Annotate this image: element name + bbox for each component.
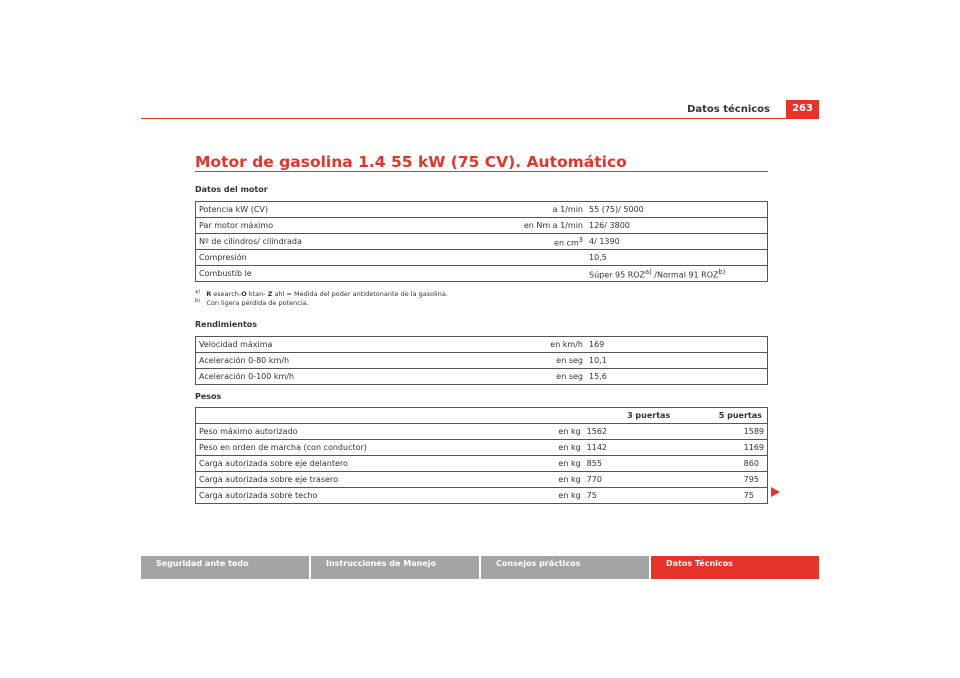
weights-table bbox=[195, 407, 768, 504]
unit-text: en cm bbox=[554, 238, 579, 248]
row-label: Peso máximo autorizado bbox=[196, 424, 479, 440]
table-row bbox=[196, 337, 768, 353]
table-row bbox=[196, 472, 768, 488]
row-value: 10,1 bbox=[586, 353, 768, 369]
table-row bbox=[196, 488, 768, 504]
performance-table bbox=[195, 336, 768, 385]
row-value: 169 bbox=[586, 337, 768, 353]
table-row bbox=[196, 456, 768, 472]
row-label: Compresión bbox=[196, 250, 481, 266]
row-value-3-doors: 1142 bbox=[584, 440, 714, 456]
row-label: Potencia kW (CV) bbox=[196, 202, 481, 218]
row-value-3-doors: 770 bbox=[584, 472, 714, 488]
table-row bbox=[196, 250, 768, 266]
row-value bbox=[586, 266, 768, 282]
header-blank bbox=[196, 408, 479, 424]
section-heading-motor: Datos del motor bbox=[195, 185, 268, 194]
row-value: 4/ 1390 bbox=[586, 234, 768, 250]
footnote-mark: b) bbox=[195, 298, 201, 304]
row-unit: en kg bbox=[479, 424, 584, 440]
row-unit: en seg bbox=[480, 369, 586, 385]
row-value: 10,5 bbox=[586, 250, 768, 266]
title-rule bbox=[195, 171, 768, 172]
table-header-row bbox=[196, 408, 768, 424]
page-number-badge: 263 bbox=[786, 100, 819, 118]
row-unit: en kg bbox=[479, 456, 584, 472]
footnote-ref-a: a) bbox=[645, 267, 652, 276]
row-label: Par motor máximo bbox=[196, 218, 481, 234]
row-unit: a 1/min bbox=[480, 202, 586, 218]
footnote-bold-r: R bbox=[206, 290, 212, 299]
footnote-bold-z: Z bbox=[267, 290, 273, 299]
footnote-text: ahl = Medida del poder antidetonante de la gasolina. bbox=[272, 290, 448, 299]
row-unit: en kg bbox=[479, 488, 584, 504]
engine-data-table bbox=[195, 201, 768, 282]
table-row bbox=[196, 234, 768, 250]
row-label: Velocidad máxima bbox=[196, 337, 481, 353]
table-row bbox=[196, 353, 768, 369]
row-value-3-doors: 1562 bbox=[584, 424, 714, 440]
table-row bbox=[196, 440, 768, 456]
footnote-text: esearch- bbox=[211, 290, 242, 299]
row-value-5-doors: 860 bbox=[714, 456, 768, 472]
footnote-ref-b: b) bbox=[718, 267, 726, 276]
header-blank bbox=[479, 408, 584, 424]
running-header-title: Datos técnicos bbox=[687, 104, 770, 115]
nav-tab-seguridad[interactable]: Seguridad ante todo bbox=[141, 556, 309, 579]
row-unit: en km/h bbox=[480, 337, 586, 353]
footnote-b bbox=[195, 298, 309, 307]
table-row bbox=[196, 369, 768, 385]
row-value-5-doors: 75 bbox=[714, 488, 768, 504]
row-label: Aceleración 0-100 km/h bbox=[196, 369, 481, 385]
header-rule bbox=[141, 118, 819, 119]
row-label: Carga autorizada sobre techo bbox=[196, 488, 479, 504]
unit-superscript: 3 bbox=[578, 235, 583, 244]
section-heading-pesos: Pesos bbox=[195, 392, 222, 401]
table-row bbox=[196, 266, 768, 282]
row-value-3-doors: 855 bbox=[584, 456, 714, 472]
row-label: Carga autorizada sobre eje delantero bbox=[196, 456, 479, 472]
next-page-arrow-icon[interactable] bbox=[771, 487, 780, 497]
row-unit: en kg bbox=[479, 440, 584, 456]
footnote-bold-o: O bbox=[241, 290, 247, 299]
row-unit: en Nm a 1/min bbox=[480, 218, 586, 234]
row-label: Combustib le bbox=[196, 266, 481, 282]
fuel-primary: Súper 95 ROZ bbox=[589, 270, 646, 280]
row-value-5-doors: 1169 bbox=[714, 440, 768, 456]
table-row bbox=[196, 202, 768, 218]
column-header-5-doors: 5 puertas bbox=[714, 408, 768, 424]
nav-tab-datos-tecnicos[interactable]: Datos Técnicos bbox=[651, 556, 819, 579]
section-heading-rendimientos: Rendimientos bbox=[195, 320, 258, 329]
row-label: Peso en orden de marcha (con conductor) bbox=[196, 440, 479, 456]
table-row bbox=[196, 218, 768, 234]
footnote-text: ktan- bbox=[246, 290, 268, 299]
row-unit bbox=[480, 266, 586, 282]
row-label: Aceleración 0-80 km/h bbox=[196, 353, 481, 369]
row-unit: en kg bbox=[479, 472, 584, 488]
column-header-3-doors: 3 puertas bbox=[584, 408, 714, 424]
footnote-a bbox=[195, 289, 448, 298]
table-row bbox=[196, 424, 768, 440]
row-value: 55 (75)/ 5000 bbox=[586, 202, 768, 218]
row-value-3-doors: 75 bbox=[584, 488, 714, 504]
row-value: 15,6 bbox=[586, 369, 768, 385]
nav-tab-consejos[interactable]: Consejos prácticos bbox=[481, 556, 649, 579]
fuel-alternative: /Normal 91 ROZ bbox=[651, 270, 719, 280]
row-value-5-doors: 1589 bbox=[714, 424, 768, 440]
row-value: 126/ 3800 bbox=[586, 218, 768, 234]
footnote-text: Con ligera pérdida de potencia. bbox=[206, 299, 309, 308]
row-unit bbox=[480, 250, 586, 266]
page-title: Motor de gasolina 1.4 55 kW (75 CV). Automático bbox=[195, 153, 627, 171]
row-label: Carga autorizada sobre eje trasero bbox=[196, 472, 479, 488]
row-label: Nº de cilindros/ cilindrada bbox=[196, 234, 481, 250]
nav-tab-instrucciones[interactable]: Instrucciones de Manejo bbox=[311, 556, 479, 579]
footnote-mark: a) bbox=[195, 289, 201, 295]
row-unit: en seg bbox=[480, 353, 586, 369]
row-unit bbox=[480, 234, 586, 250]
row-value-5-doors: 795 bbox=[714, 472, 768, 488]
